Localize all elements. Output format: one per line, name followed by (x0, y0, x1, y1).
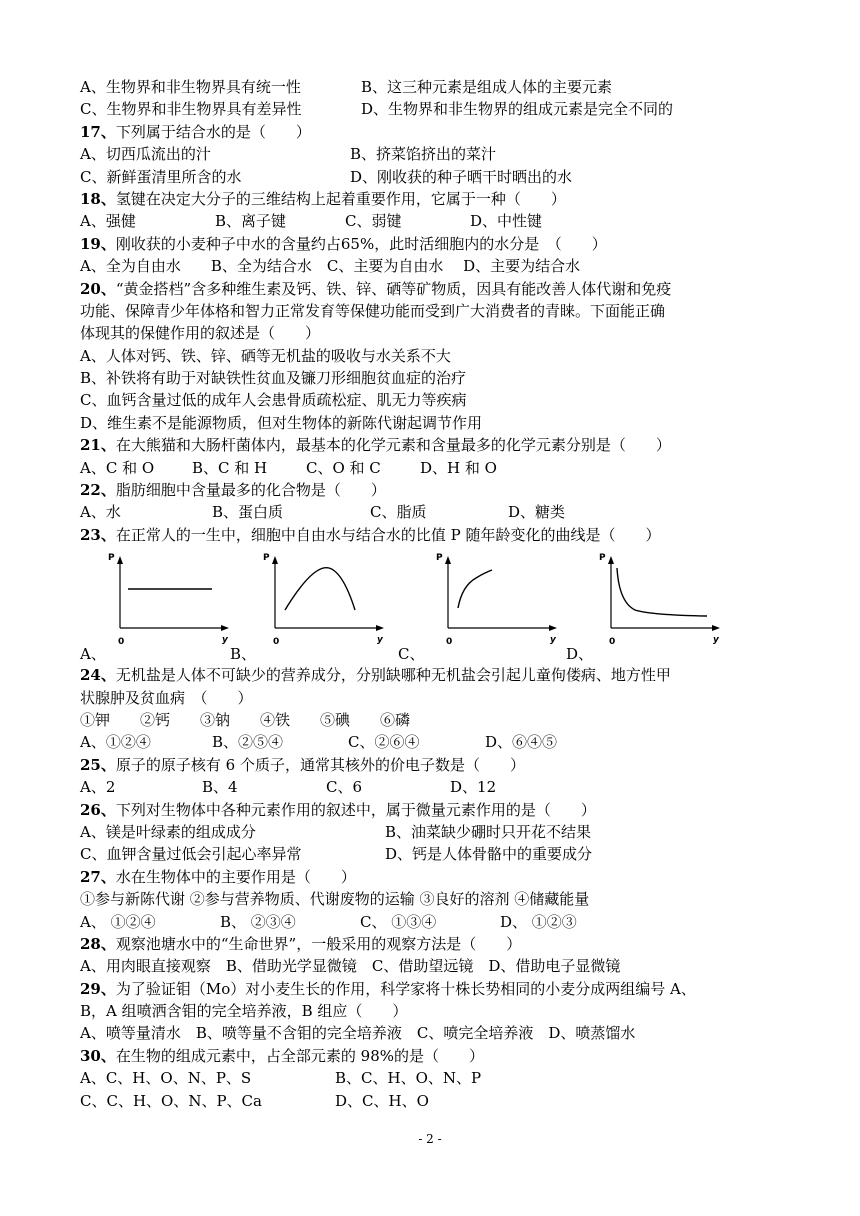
q20-option-b: B、补铁将有助于对缺铁性贫血及镰刀形细胞贫血症的治疗 (80, 369, 467, 388)
q19-text: 刚收获的小麦种子中水的含量约占65%，此时活细胞内的水分是 （ ） (115, 234, 607, 253)
q22-number: 22、 (80, 481, 116, 500)
axis-origin-label: 0 (118, 637, 125, 648)
q17-stem (80, 121, 780, 143)
axis-p-label: P (436, 553, 443, 564)
q29-text-1: 为了验证钼（Mo）对小麦生长的作用，科学家将十株长势相同的小麦分成两组编号 A、 (115, 979, 696, 998)
q24-text-1: 无机盐是人体不可缺少的营养成分，分别缺哪种无机盐会引起儿童佝偻病、地方性甲 (115, 666, 671, 685)
q23-text: 在正常人的一生中，细胞中自由水与结合水的比值 P 随年龄变化的曲线是（ ） (115, 525, 661, 544)
q24-items: ①钾 ②钙 ③钠 ④铁 ⑤碘 ⑥磷 (80, 710, 411, 729)
q30-option-d: D、C、H、O (335, 1091, 429, 1110)
q18-stem (80, 188, 780, 210)
q18-options (80, 210, 780, 232)
q21-stem (80, 434, 780, 456)
q28-options: A、用肉眼直接观察 B、借助光学显微镜 C、借助望远镜 D、借助电子显微镜 (80, 957, 621, 976)
q20-option-a: A、人体对钙、铁、锌、硒等无机盐的吸收与水关系不大 (80, 346, 451, 365)
q22-option-a: A、水 (80, 503, 121, 522)
q22-option-c: C、脂质 (370, 503, 427, 522)
curve-decreasing (617, 568, 707, 616)
q23-label-b: B、 (230, 645, 257, 664)
q24-options (80, 731, 780, 753)
y-axis-arrow (117, 556, 123, 564)
q24-option-c: C、②⑥④ (348, 733, 420, 752)
q22-stem (80, 479, 780, 501)
y-axis-arrow (608, 556, 614, 564)
curve-rising (458, 570, 492, 608)
q25-stem (80, 754, 780, 776)
axis-y-label: y (222, 635, 228, 646)
axis-p-label: P (108, 553, 115, 564)
q26-number: 26、 (80, 800, 116, 819)
q17-text: 下列属于结合水的是（ ） (115, 122, 311, 141)
axis-y-label: y (377, 635, 383, 646)
q21-option-a: A、C 和 O (80, 458, 155, 477)
q27-items: ①参与新陈代谢 ②参与营养物质、代谢废物的运输 ③良好的溶剂 ④储藏能量 (80, 890, 590, 909)
q18-option-c: C、弱键 (345, 212, 402, 231)
curve-peak (285, 568, 355, 610)
q17-option-c: C、新鲜蛋清里所含的水 (80, 167, 242, 186)
q21-text: 在大熊猫和大肠杆菌体内，最基本的化学元素和含量最多的化学元素分别是（ ） (115, 436, 671, 455)
q23-stem (80, 524, 780, 546)
q17-options-row-2 (80, 166, 780, 188)
q27-option-d: D、 ①②③ (500, 912, 577, 931)
q19-stem (80, 233, 780, 255)
y-axis-arrow (445, 556, 451, 564)
q26-option-d: D、钙是人体骨骼中的重要成分 (385, 845, 593, 864)
q30-option-b: B、C、H、O、N、P (335, 1069, 482, 1088)
axis-y-label: y (713, 635, 719, 646)
q23-graph-c (398, 546, 556, 664)
q24-number: 24、 (80, 666, 116, 685)
q23-label-c: C、 (398, 645, 425, 664)
q30-text: 在生物的组成元素中，占全部元素的 98%的是（ ） (115, 1046, 484, 1065)
q23-graph-b-plot (255, 546, 395, 656)
q27-option-c: C、 ①③④ (360, 912, 437, 931)
q28-number: 28、 (80, 934, 116, 953)
q30-options-row-2 (80, 1090, 780, 1112)
q25-number: 25、 (80, 755, 116, 774)
q26-option-a: A、镁是叶绿素的组成成分 (80, 822, 256, 841)
q26-text: 下列对生物体中各种元素作用的叙述中，属于微量元素作用的是（ ） (115, 800, 596, 819)
q18-option-b: B、离子键 (215, 212, 287, 231)
q30-options-row-1 (80, 1067, 780, 1089)
q26-stem (80, 799, 780, 821)
q18-text: 氢键在决定大分子的三维结构上起着重要作用，它属于一种（ ） (115, 189, 566, 208)
q19-number: 19、 (80, 234, 116, 253)
q16-options-row-1 (80, 76, 780, 98)
q20-option-d: D、维生素不是能源物质，但对生物体的新陈代谢起调节作用 (80, 413, 483, 432)
q27-options (80, 911, 780, 933)
q20-stem-2 (80, 300, 780, 322)
q16-option-c: C、生物界和非生物界具有差异性 (80, 100, 302, 119)
q18-option-d: D、中性键 (470, 212, 543, 231)
q27-option-a: A、 ①②④ (80, 912, 156, 931)
q28-stem (80, 933, 780, 955)
q22-options (80, 501, 780, 523)
q25-option-d: D、12 (450, 778, 497, 797)
y-axis-arrow (272, 556, 278, 564)
q25-option-b: B、4 (202, 778, 238, 797)
q16-option-a: A、生物界和非生物界具有统一性 (80, 78, 301, 96)
q27-text: 水在生物体中的主要作用是（ ） (115, 867, 356, 886)
axis-p-label: P (599, 553, 606, 564)
q22-option-b: B、蛋白质 (212, 503, 284, 522)
q21-options (80, 457, 780, 479)
q30-stem (80, 1045, 780, 1067)
q21-option-c: C、O 和 C (306, 458, 381, 477)
q29-number: 29、 (80, 979, 116, 998)
q20-stem-1 (80, 278, 780, 300)
q27-number: 27、 (80, 867, 116, 886)
q16-options-row-2 (80, 98, 780, 120)
q30-option-a: A、C、H、O、N、P、S (80, 1069, 252, 1088)
question-page (80, 76, 780, 1112)
q18-number: 18、 (80, 189, 116, 208)
axis-origin-label: 0 (273, 637, 280, 648)
q26-options-row-1 (80, 821, 780, 843)
q19-options-text: A、全为自由水 B、全为结合水 C、主要为自由水 D、主要为结合水 (80, 257, 581, 276)
q21-option-d: D、H 和 O (420, 458, 497, 477)
axis-origin-label: 0 (609, 637, 616, 648)
q20-text-3: 体现其的保健作用的叙述是（ ） (80, 324, 321, 343)
q23-graph-d-plot (591, 546, 731, 656)
axis-p-label: P (263, 553, 270, 564)
q20-option-c: C、血钙含量过低的成年人会患骨质疏松症、肌无力等疾病 (80, 391, 467, 410)
q17-option-b: B、挤菜馅挤出的菜汁 (350, 145, 497, 164)
q24-stem-1 (80, 664, 780, 686)
x-axis-arrow (549, 625, 557, 631)
q26-options-row-2 (80, 843, 780, 865)
q29-stem-1 (80, 978, 780, 1000)
q23-graphs (80, 546, 780, 664)
q20-text-2: 功能、保障青少年体格和智力正常发育等保健功能而受到广大消费者的青睐。下面能正确 (80, 301, 666, 320)
q24-option-a: A、①②④ (80, 733, 151, 752)
q27-stem (80, 866, 780, 888)
q20-number: 20、 (80, 279, 116, 298)
q24-option-d: D、⑥④⑤ (485, 733, 558, 752)
q26-option-c: C、血钾含量过低会引起心率异常 (80, 845, 302, 864)
q19-options (80, 255, 780, 277)
x-axis-arrow (376, 625, 384, 631)
q27-option-b: B、 ②③④ (220, 912, 296, 931)
q30-number: 30、 (80, 1046, 116, 1065)
q22-text: 脂肪细胞中含量最多的化合物是（ ） (115, 481, 386, 500)
axis-y-label: y (550, 635, 556, 646)
q20-text-1: “黄金搭档”含多种维生素及钙、铁、锌、硒等矿物质，因具有能改善人体代谢和免疫 (115, 279, 672, 298)
q25-options (80, 776, 780, 798)
q30-option-c: C、C、H、O、N、P、Ca (80, 1091, 262, 1110)
q29-options: A、喷等量清水 B、喷等量不含钼的完全培养液 C、喷完全培养液 D、喷蒸馏水 (80, 1024, 636, 1043)
q23-number: 23、 (80, 525, 116, 544)
q25-option-c: C、6 (326, 778, 363, 797)
q16-option-b: B、这三种元素是组成人体的主要元素 (361, 78, 613, 96)
q28-text: 观察池塘水中的“生命世界”，一般采用的观察方法是（ ） (115, 934, 522, 953)
q25-option-a: A、2 (80, 778, 116, 797)
q23-label-d: D、 (566, 645, 594, 664)
q21-option-b: B、C 和 H (192, 458, 268, 477)
q23-graph-c-plot (428, 546, 568, 656)
q23-graph-a-plot (100, 546, 240, 656)
q16-option-d: D、生物界和非生物界的组成元素是完全不同的 (361, 100, 674, 119)
q26-option-b: B、油菜缺少硼时只开花不结果 (385, 822, 592, 841)
q23-graph-b (230, 546, 383, 664)
q17-options-row-1 (80, 143, 780, 165)
q18-option-a: A、强健 (80, 212, 136, 231)
q17-number: 17、 (80, 122, 116, 141)
q24-stem-2: 状腺肿及贫血病 （ ） (80, 688, 253, 707)
q24-option-b: B、②⑤④ (212, 733, 284, 752)
q22-option-d: D、糖类 (508, 503, 566, 522)
q25-text: 原子的原子核有 6 个质子，通常其核外的价电子数是（ ） (115, 755, 525, 774)
x-axis-arrow (712, 625, 720, 631)
q17-option-d: D、刚收获的种子晒干时晒出的水 (350, 167, 573, 186)
q17-option-a: A、切西瓜流出的汁 (80, 145, 211, 164)
axis-origin-label: 0 (446, 637, 453, 648)
q23-graph-a (80, 546, 228, 664)
q23-label-a: A、 (80, 645, 106, 664)
q23-graph-d (566, 546, 719, 664)
page-number: - 2 - (418, 1132, 442, 1146)
q29-stem-2: B，A 组喷洒含钼的完全培养液，B 组应（ ） (80, 1002, 408, 1021)
x-axis-arrow (221, 625, 229, 631)
q21-number: 21、 (80, 436, 116, 455)
q20-stem-3 (80, 322, 780, 344)
